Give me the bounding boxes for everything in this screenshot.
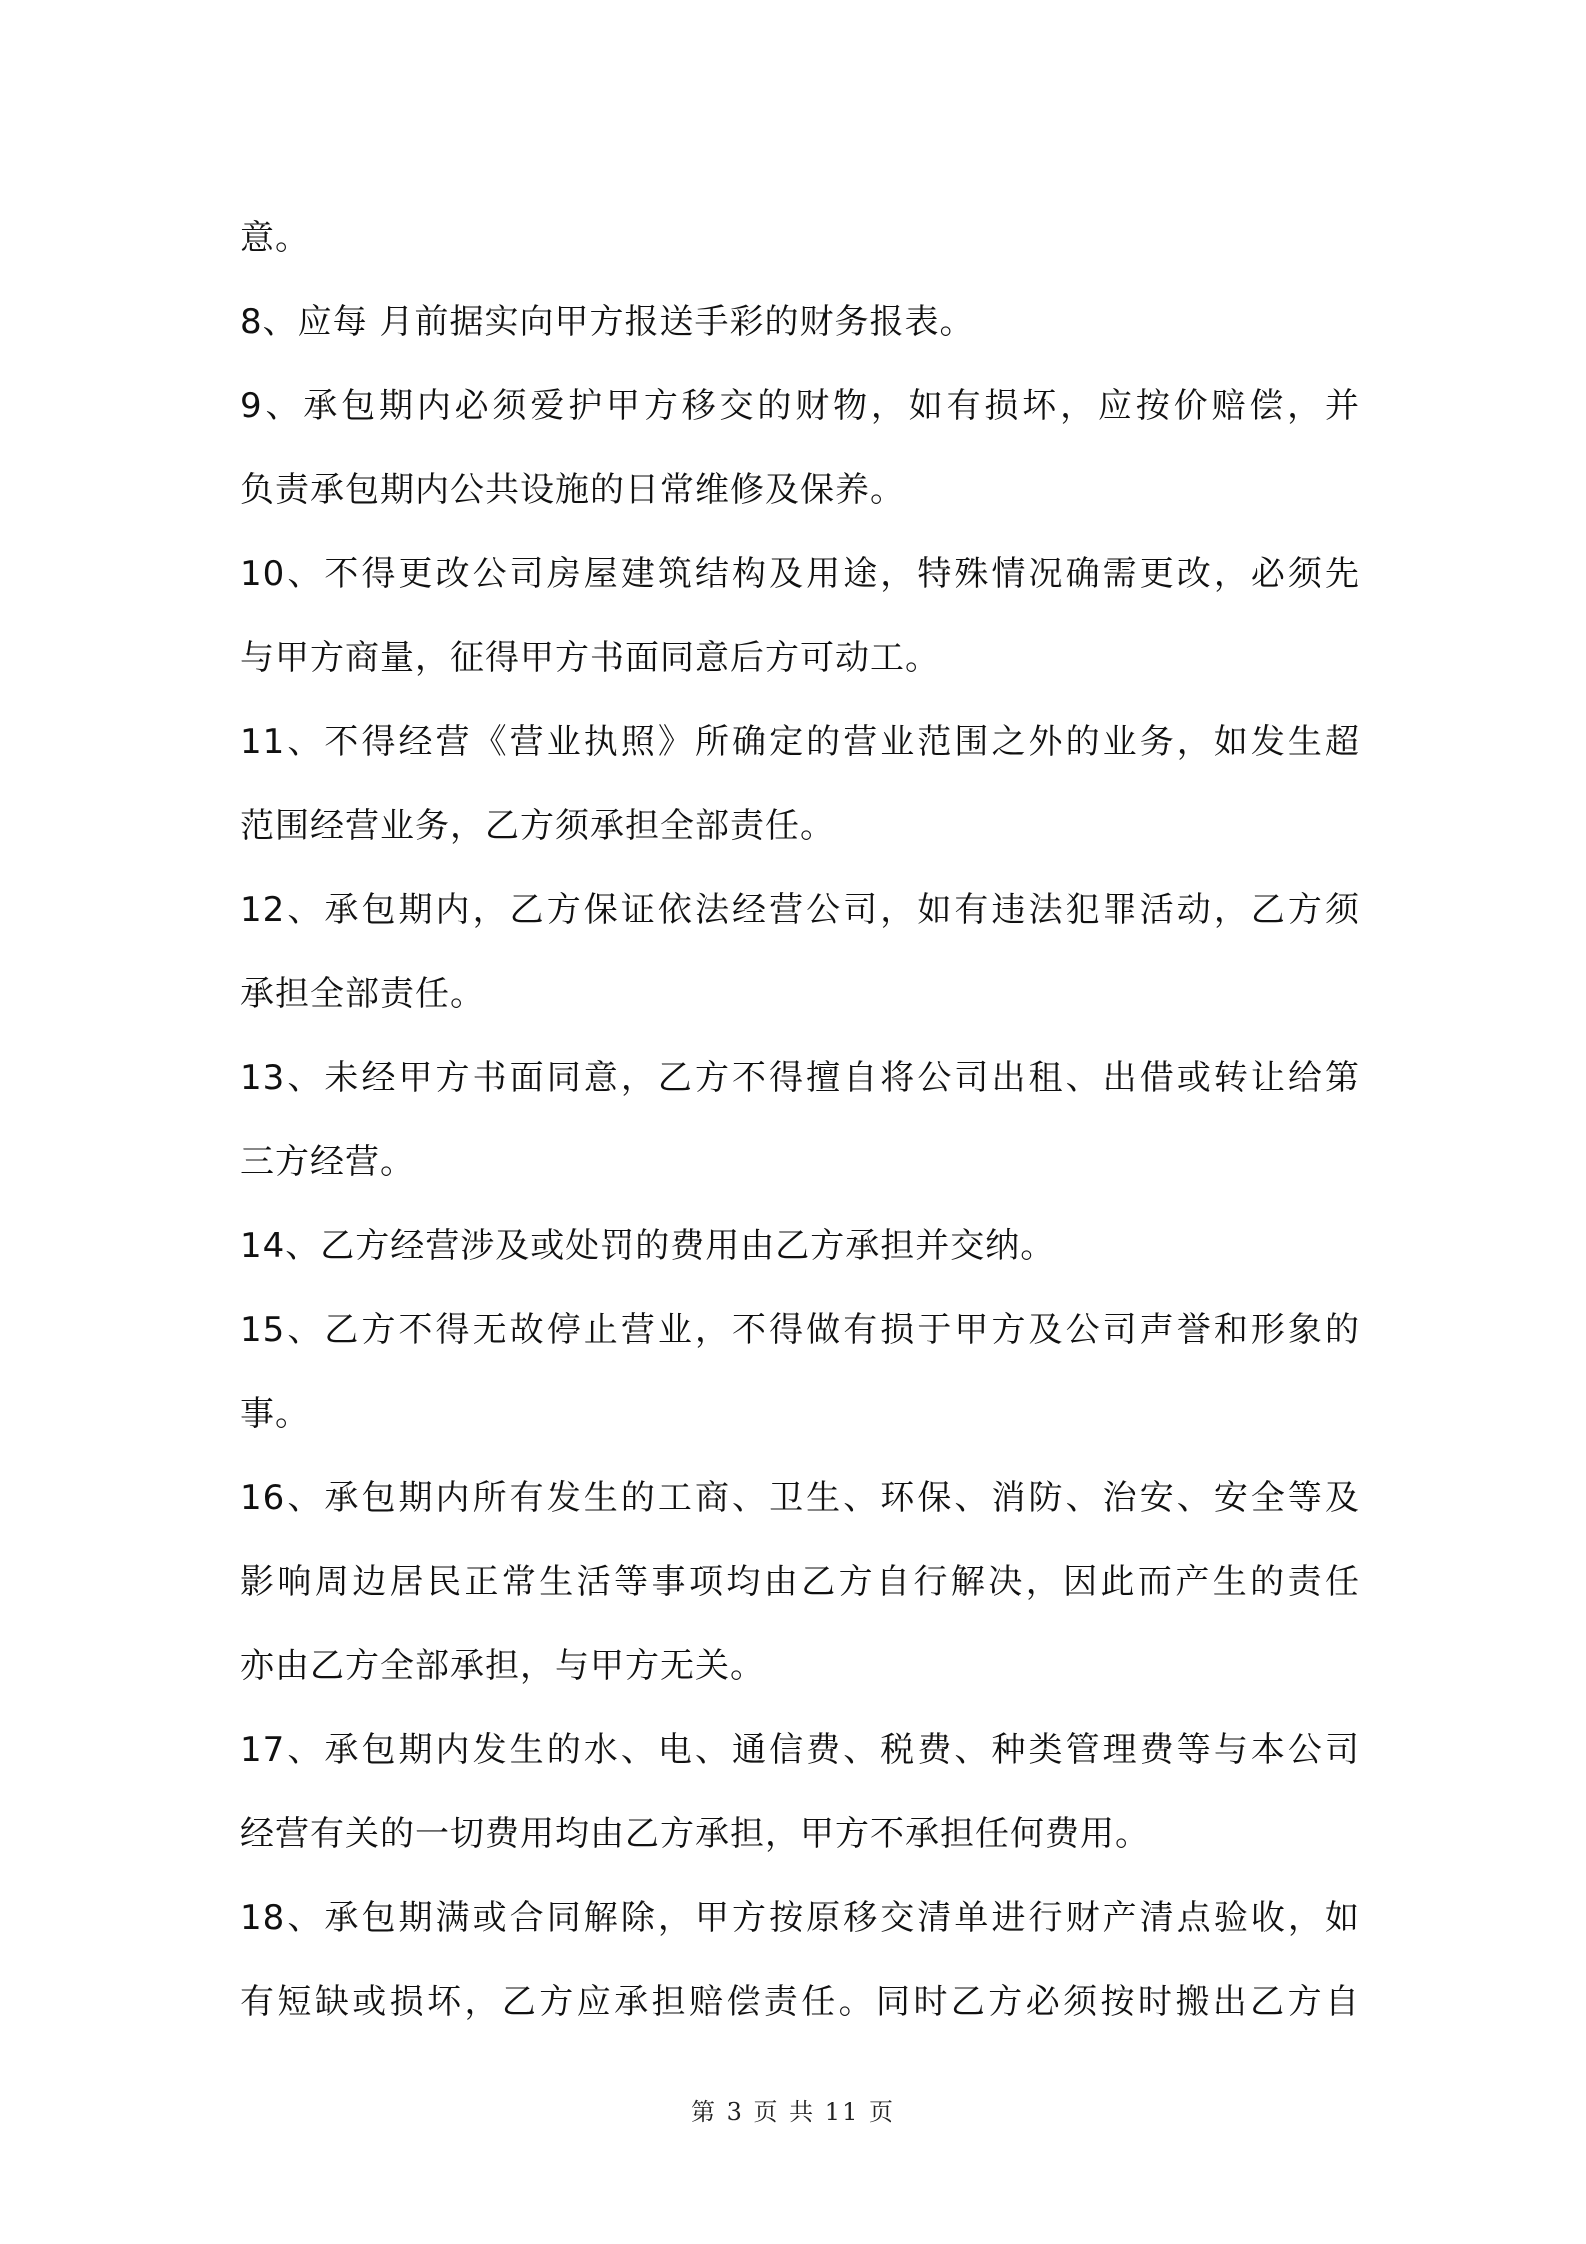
text-line: 与甲方商量，征得甲方书面同意后方可动工。 — [240, 638, 940, 678]
text-line: 10、不得更改公司房屋建筑结构及用途，特殊情况确需更改，必须先 — [240, 554, 1360, 594]
text-line: 意。 — [240, 218, 310, 258]
text-line: 13、未经甲方书面同意，乙方不得擅自将公司出租、出借或转让给第 — [240, 1058, 1360, 1098]
text-line: 17、承包期内发生的水、电、通信费、税费、种类管理费等与本公司 — [240, 1730, 1360, 1770]
text-line: 14、乙方经营涉及或处罚的费用由乙方承担并交纳。 — [240, 1226, 1056, 1266]
text-line: 有短缺或损坏，乙方应承担赔偿责任。同时乙方必须按时搬出乙方自 — [240, 1982, 1360, 2022]
text-line: 8、应每 月前据实向甲方报送手彩的财务报表。 — [240, 302, 975, 342]
text-line: 经营有关的一切费用均由乙方承担，甲方不承担任何费用。 — [240, 1814, 1150, 1854]
text-line: 范围经营业务，乙方须承担全部责任。 — [240, 806, 835, 846]
text-line: 亦由乙方全部承担，与甲方无关。 — [240, 1646, 765, 1686]
page-body — [240, 196, 1360, 2044]
text-line: 三方经营。 — [240, 1142, 415, 1182]
text-line: 18、承包期满或合同解除，甲方按原移交清单进行财产清点验收，如 — [240, 1898, 1360, 1938]
text-line: 16、承包期内所有发生的工商、卫生、环保、消防、治安、安全等及 — [240, 1478, 1360, 1518]
text-line: 12、承包期内，乙方保证依法经营公司，如有违法犯罪活动，乙方须 — [240, 890, 1360, 930]
text-line: 事。 — [240, 1394, 310, 1434]
text-line: 承担全部责任。 — [240, 974, 485, 1014]
text-line: 负责承包期内公共设施的日常维修及保养。 — [240, 470, 905, 510]
page-number-footer: 第 3 页 共 11 页 — [691, 2098, 895, 2126]
text-line: 影响周边居民正常生活等事项均由乙方自行解决，因此而产生的责任 — [240, 1562, 1360, 1602]
text-line: 11、不得经营《营业执照》所确定的营业范围之外的业务，如发生超 — [240, 722, 1360, 762]
text-line: 15、乙方不得无故停止营业，不得做有损于甲方及公司声誉和形象的 — [240, 1310, 1360, 1350]
text-line: 9、承包期内必须爱护甲方移交的财物，如有损坏，应按价赔偿，并 — [240, 386, 1360, 426]
